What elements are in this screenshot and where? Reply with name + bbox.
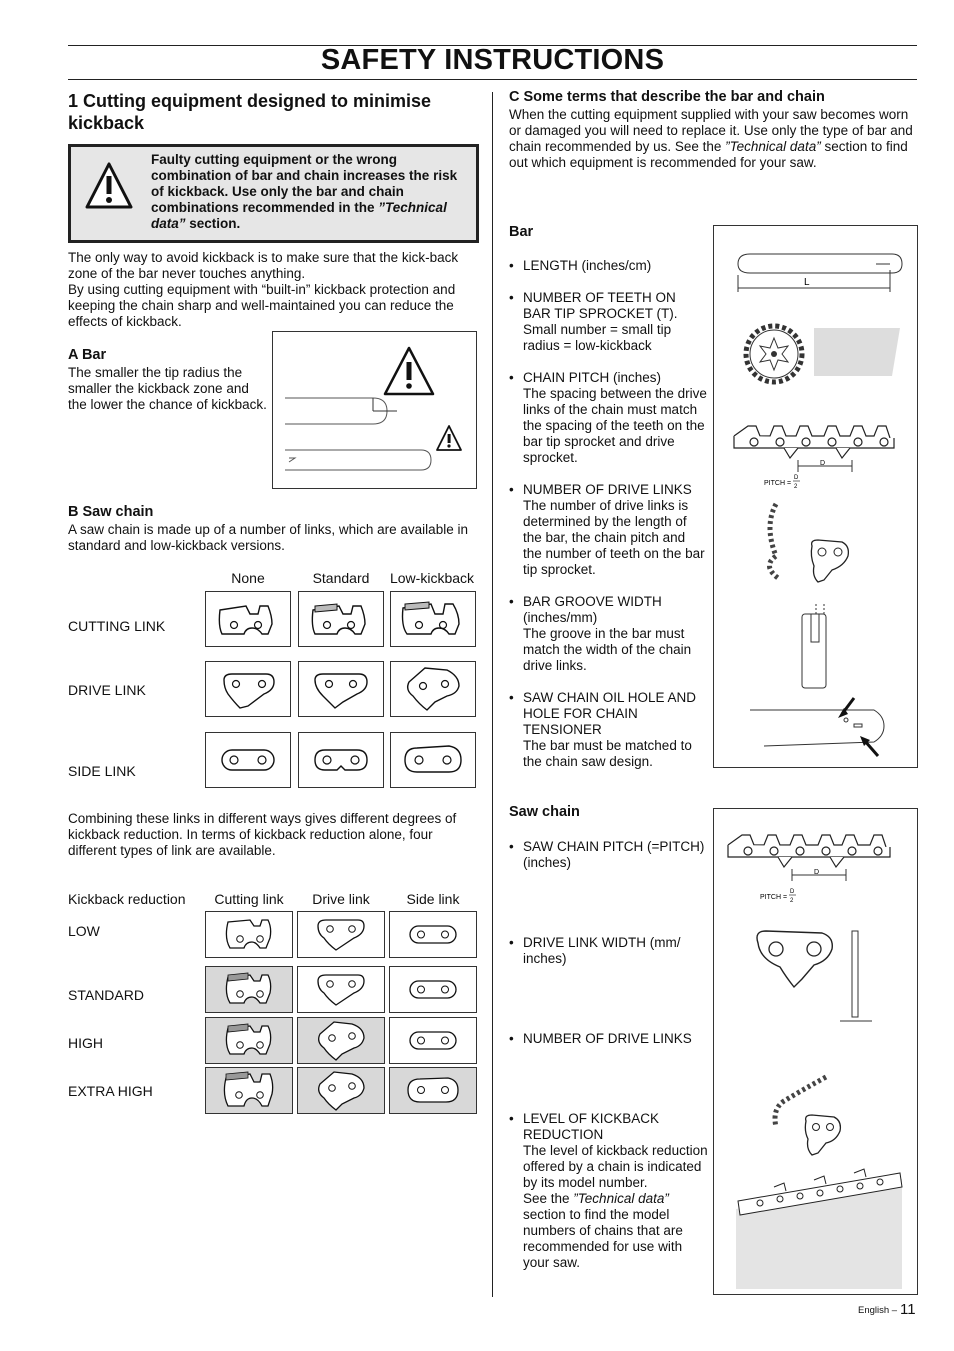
drive-link-low-kickback — [390, 661, 476, 717]
bar-terms-illustrations — [714, 226, 917, 767]
chain-term-pitch — [509, 839, 709, 871]
saw-chain-text: A saw chain is made up of a number of links, which are available in standard and low-kickback versions. — [68, 522, 468, 553]
bar-term-drive-links: • NUMBER OF DRIVE LINKS The number of drive links is determined by the length of the bar, the chain pitch and the number of teeth on the bar tip sprocket. — [509, 482, 707, 578]
extra-high-side — [389, 1067, 477, 1114]
col-none: None — [231, 570, 265, 586]
side-link-icon — [390, 1068, 476, 1113]
drive-link-icon — [299, 662, 383, 716]
side-link-none — [205, 732, 291, 788]
col-side-link: Side link — [406, 891, 460, 907]
pitch-d-label: D — [820, 460, 826, 467]
chain-pitch-frac-top: D — [790, 889, 795, 895]
warning-italic: ”Technical data” — [151, 200, 447, 231]
chain-pitch-label: PITCH = — [760, 894, 788, 901]
cutting-link-icon — [206, 592, 290, 646]
drive-link-none — [205, 661, 291, 717]
page-title: SAFETY INSTRUCTIONS — [320, 44, 665, 76]
high-drive — [297, 1017, 385, 1064]
footer-language: English – — [858, 1305, 898, 1316]
drive-link-icon — [298, 1068, 384, 1113]
low-cutting — [205, 911, 293, 958]
right-heading: C Some terms that describe the bar and chain — [509, 89, 825, 105]
intro-text — [68, 250, 463, 330]
pitch-frac-bottom: 2 — [794, 484, 798, 490]
bar-term-length: • LENGTH (inches/cm) — [509, 258, 707, 274]
row-low: LOW — [68, 923, 100, 939]
cutting-link-icon — [299, 592, 383, 646]
chain-term-width — [509, 935, 709, 967]
cutting-link-none — [205, 591, 291, 647]
col-cutting-link: Cutting link — [214, 891, 284, 907]
bar-term-groove: • BAR GROOVE WIDTH (inches/mm) The groove in the bar must match the width of the chain drive links. — [509, 594, 707, 674]
bar-radius-illustration — [273, 332, 476, 488]
page-number: 11 — [900, 1301, 916, 1318]
chain-term-kickback-item: • LEVEL OF KICKBACK REDUCTION The level of kickback reduction offered by a chain is indicated by its model number. See the ”Technical data” section to find the model numbers of chains that are recommended for use with your saw. — [509, 1111, 709, 1271]
chain-pitch-d-label: D — [814, 869, 820, 876]
warning-line2: section. — [185, 216, 241, 231]
row-side-link: SIDE LINK — [68, 763, 136, 779]
bar-term-pitch: • CHAIN PITCH (inches) The spacing between the drive links of the chain must match the spacing of the teeth on the bar tip sprocket and drive sprocket. — [509, 370, 707, 466]
chain-terms-illustrations — [714, 809, 917, 1294]
header-rule-bottom — [68, 79, 917, 80]
right-intro-italic: ”Technical data” — [725, 139, 821, 154]
cutting-link-icon — [206, 1018, 292, 1063]
right-intro — [509, 107, 917, 171]
drive-link-standard — [298, 661, 384, 717]
side-link-icon — [206, 733, 290, 787]
side-link-standard — [298, 732, 384, 788]
warning-triangle-icon — [84, 161, 134, 211]
cutting-link-icon — [206, 1068, 292, 1113]
bar-figures-box — [713, 225, 918, 768]
section-heading: 1 Cutting equipment designed to minimise kickback — [68, 91, 432, 133]
extra-high-drive — [297, 1067, 385, 1114]
side-link-icon — [390, 967, 476, 1012]
chain-term-drive-links — [509, 1031, 709, 1047]
high-cutting — [205, 1017, 293, 1064]
bar-terms-heading: Bar — [509, 224, 534, 240]
chain-term-pitch-item: • SAW CHAIN PITCH (=PITCH) (inches) — [509, 839, 709, 871]
extra-high-cutting — [205, 1067, 293, 1114]
cutting-link-low-kickback — [390, 591, 476, 647]
standard-cutting — [205, 966, 293, 1013]
chain-term-kickback — [509, 1111, 709, 1271]
side-link-icon — [299, 733, 383, 787]
saw-chain-heading: B Saw chain — [68, 504, 154, 520]
bar-terms-list — [509, 258, 707, 770]
drive-link-icon — [391, 662, 475, 716]
side-link-icon — [390, 912, 476, 957]
chain-term-width-item: • DRIVE LINK WIDTH (mm/ inches) — [509, 935, 709, 967]
right-intro-text: When the cutting equipment supplied with your saw becomes worn or damaged you will need to replace it. Use only the type of bar and chain recommended by us. See the — [509, 107, 913, 154]
bar-heading: A Bar — [68, 347, 107, 363]
drive-link-icon — [206, 662, 290, 716]
row-standard: STANDARD — [68, 987, 144, 1003]
side-link-icon — [391, 733, 475, 787]
row-drive-link: DRIVE LINK — [68, 682, 146, 698]
cutting-link-icon — [206, 967, 292, 1012]
high-side — [389, 1017, 477, 1064]
pitch-frac-top: D — [794, 475, 799, 481]
cutting-link-icon — [206, 912, 292, 957]
combine-text: Combining these links in different ways gives different degrees of kickback reduction. In terms of kickback reduction alone, four different types of link are available. — [68, 811, 457, 858]
bar-term-teeth: • NUMBER OF TEETH ON BAR TIP SPROCKET (T). Small number = small tip radius = low-kickback — [509, 290, 707, 354]
low-drive — [297, 911, 385, 958]
intro-paragraph-1: The only way to avoid kickback is to make sure that the kick-back zone of the bar never touches anything. — [68, 250, 459, 281]
drive-link-icon — [298, 1018, 384, 1063]
cutting-link-standard — [298, 591, 384, 647]
row-cutting-link: CUTTING LINK — [68, 618, 166, 634]
right-intro-end: section to find out which equipment is recommended for your saw. — [509, 139, 908, 170]
bar-tip-figure — [272, 331, 477, 489]
low-side — [389, 911, 477, 958]
warning-box — [68, 144, 479, 243]
cutting-link-icon — [391, 592, 475, 646]
standard-side — [389, 966, 477, 1013]
pitch-label: PITCH = — [764, 480, 792, 487]
chain-figures-box — [713, 808, 918, 1295]
side-link-low-kickback — [390, 732, 476, 788]
row-high: HIGH — [68, 1035, 103, 1051]
side-link-icon — [390, 1018, 476, 1063]
warning-line1: Faulty cutting equipment or the wrong combination of bar and chain increases the risk of kickback. Use only the bar and chain combinations recommended in the — [151, 152, 458, 215]
col-low-kickback: Low-kickback — [389, 570, 475, 586]
bar-term-oil-hole: • SAW CHAIN OIL HOLE AND HOLE FOR CHAIN TENSIONER The bar must be matched to the chain saw design. — [509, 690, 707, 770]
row-extra-high: EXTRA HIGH — [68, 1083, 153, 1099]
col-drive-link: Drive link — [312, 891, 370, 907]
col-kickback-reduction: Kickback reduction — [68, 891, 186, 907]
bar-text: The smaller the tip radius the smaller the kickback zone and the lower the chance of kickback. — [68, 365, 267, 412]
chain-terms-heading: Saw chain — [509, 804, 580, 820]
standard-drive — [297, 966, 385, 1013]
length-label: L — [804, 277, 810, 288]
column-divider — [492, 92, 493, 1297]
drive-link-icon — [298, 912, 384, 957]
warning-text — [151, 152, 471, 232]
chain-pitch-frac-bottom: 2 — [790, 898, 794, 904]
chain-term-drive-links-item: • NUMBER OF DRIVE LINKS — [509, 1031, 709, 1047]
intro-paragraph-2: By using cutting equipment with “built-in” kickback protection and keeping the chain sharp and well-maintained you can reduce the effects of kickback. — [68, 282, 456, 329]
col-standard: Standard — [312, 570, 370, 586]
drive-link-icon — [298, 967, 384, 1012]
